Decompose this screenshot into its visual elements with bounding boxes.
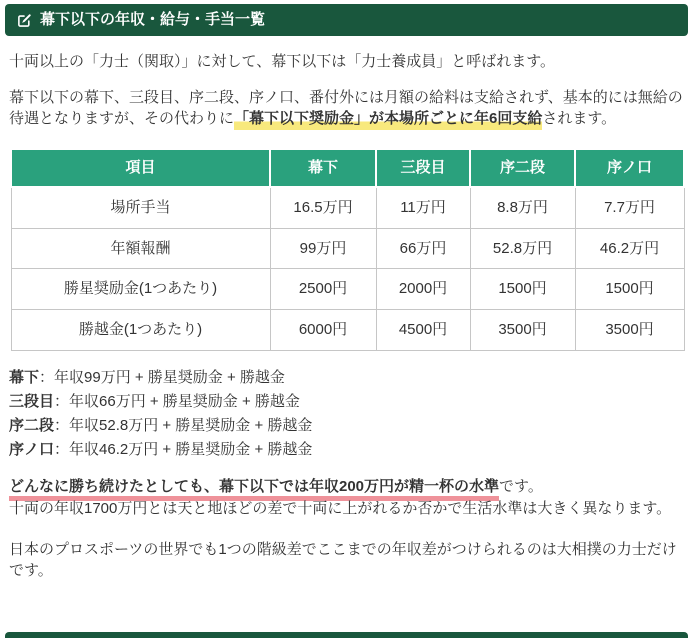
cell-value: 3500円	[470, 310, 575, 351]
salary-table	[10, 148, 685, 351]
closing-paragraph	[9, 539, 684, 581]
cell-value: 16.5万円	[270, 187, 376, 228]
rank-detail: ：年収66万円 + 勝星奨励金 + 勝越金	[54, 392, 300, 410]
table-row	[11, 187, 684, 228]
conclusion-highlight: どんなに勝ち続けたとしても、幕下以下では年収200万円が精一杯の水準	[9, 478, 499, 501]
rank-detail: ：年収99万円 + 勝星奨励金 + 勝越金	[39, 368, 285, 386]
table-row	[11, 228, 684, 269]
cell-value: 4500円	[376, 310, 470, 351]
conclusion-tail: です。	[499, 477, 543, 495]
rank-name: 幕下	[9, 368, 40, 386]
col-header-jonokuchi: 序ノ口	[575, 149, 684, 187]
rank-line-jonidan	[9, 414, 684, 438]
col-header-jonidan: 序二段	[470, 149, 575, 187]
stipend-highlight: 「幕下以下奨励金」が本場所ごとに年6回支給	[234, 110, 542, 130]
conclusion-paragraph	[9, 476, 684, 519]
next-section-header-partial	[5, 632, 688, 638]
rank-line-makushita	[9, 366, 684, 390]
closing-text: 日本のプロスポーツの世界でも1つの階級差でここまでの年収差がつけられるのは大相撲の力士だけです。	[9, 540, 677, 579]
stipend-text-before: 幕下以下の幕下、三段目、序二段、序ノ口、番付外には月額の給料は支給されず、基本的には無給の待遇となりますが、その代わりに	[9, 89, 683, 127]
rank-detail: ：年収46.2万円 + 勝星奨励金 + 勝越金	[54, 440, 313, 458]
intro-paragraph	[9, 51, 684, 72]
rank-line-jonokuchi	[9, 438, 684, 462]
cell-value: 3500円	[575, 310, 684, 351]
col-header-item: 項目	[11, 149, 270, 187]
stipend-paragraph	[9, 87, 684, 129]
col-header-makushita: 幕下	[270, 149, 376, 187]
rank-name: 序ノ口	[9, 440, 55, 458]
cell-value: 1500円	[575, 269, 684, 310]
rank-summary	[9, 366, 684, 462]
intro-text: 十両以上の「力士（関取）」に対して、幕下以下は「力士養成員」と呼ばれます。	[9, 53, 556, 70]
row-label: 勝星奨励金(1つあたり)	[11, 269, 270, 310]
table-row	[11, 269, 684, 310]
cell-value: 1500円	[470, 269, 575, 310]
cell-value: 11万円	[376, 187, 470, 228]
rank-detail: ：年収52.8万円 + 勝星奨励金 + 勝越金	[54, 416, 313, 434]
cell-value: 2500円	[270, 269, 376, 310]
cell-value: 52.8万円	[470, 228, 575, 269]
stipend-text-after: されます。	[542, 110, 617, 127]
rank-line-sandanme	[9, 390, 684, 414]
edit-icon	[17, 13, 32, 28]
cell-value: 66万円	[376, 228, 470, 269]
row-label: 勝越金(1つあたり)	[11, 310, 270, 351]
col-header-sandanme: 三段目	[376, 149, 470, 187]
rank-name: 三段目	[9, 392, 55, 410]
row-label: 場所手当	[11, 187, 270, 228]
page-title: 幕下以下の年収・給与・手当一覧	[40, 11, 266, 29]
cell-value: 46.2万円	[575, 228, 684, 269]
cell-value: 8.8万円	[470, 187, 575, 228]
cell-value: 7.7万円	[575, 187, 684, 228]
conclusion-line2: 十両の年収1700万円とは天と地ほどの差で十両に上がれるか否かで生活水準は大きく異なります。	[9, 499, 672, 517]
table-header-row	[11, 149, 684, 187]
cell-value: 99万円	[270, 228, 376, 269]
section-header	[5, 4, 688, 36]
rank-name: 序二段	[9, 416, 55, 434]
cell-value: 2000円	[376, 269, 470, 310]
row-label: 年額報酬	[11, 228, 270, 269]
table-row	[11, 310, 684, 351]
cell-value: 6000円	[270, 310, 376, 351]
